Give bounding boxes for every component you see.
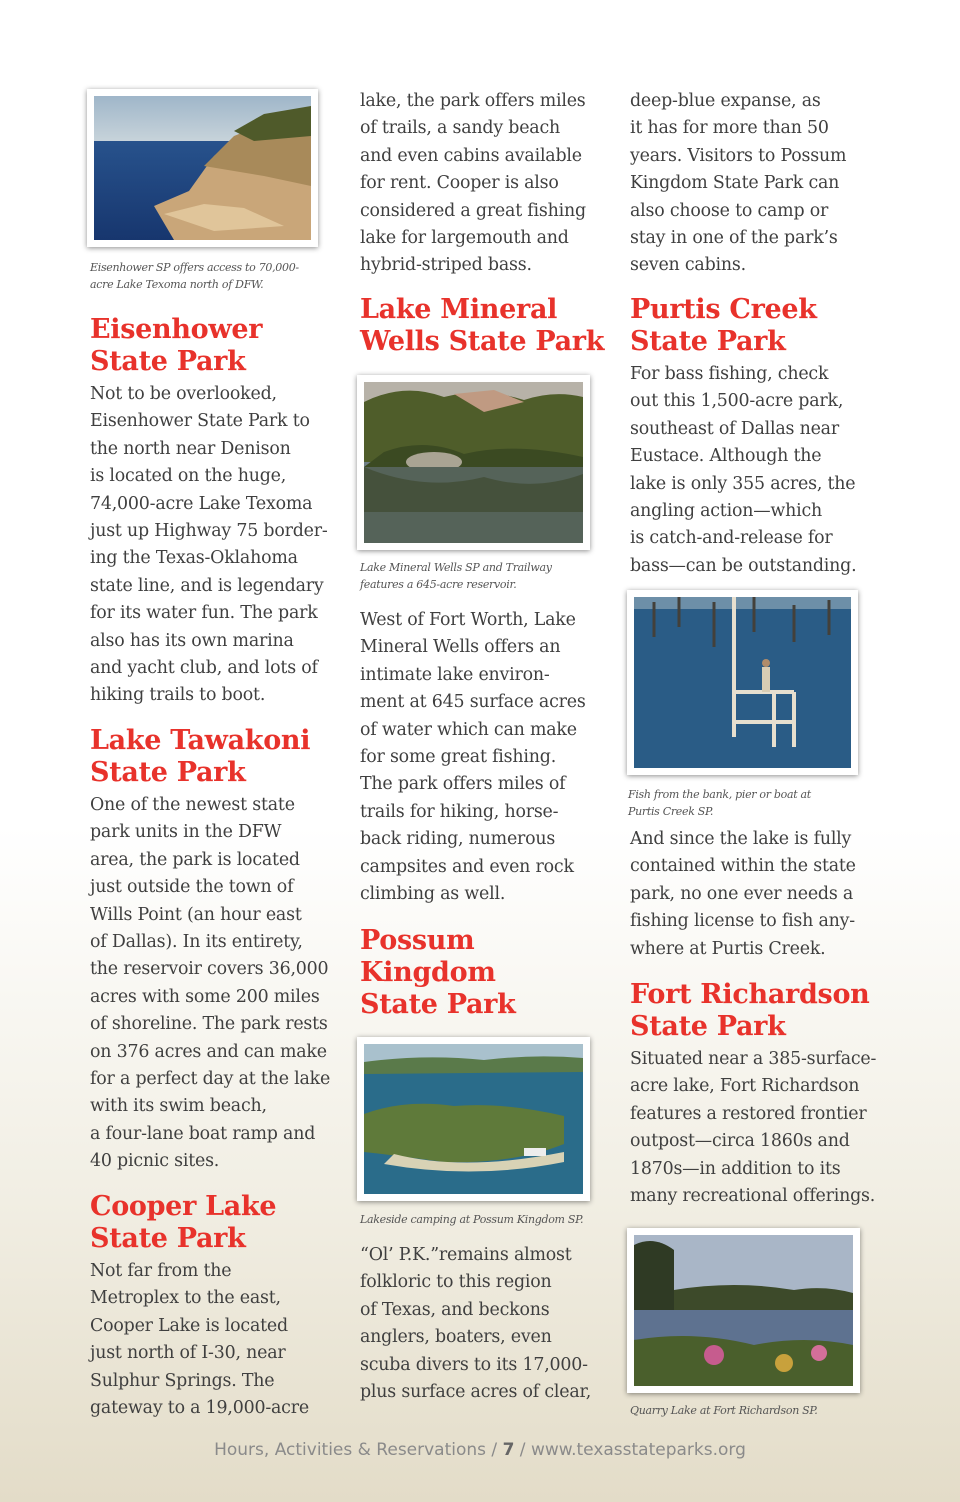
photo-possum-kingdom: [357, 1037, 590, 1201]
body-cooper-lake-continued: lake, the park offers miles of trails, a sandy beach and even cabins available for rent. Cooper is also considered a great fishing lake for largemouth and hybrid-striped bass.: [360, 91, 586, 276]
page-number: 7: [502, 1440, 515, 1460]
heading-eisenhower-state-park: Eisenhower State Park: [90, 314, 263, 377]
footer-left-text: Hours, Activities & Reservations /: [214, 1440, 503, 1460]
caption-purtis-creek: Fish from the bank, pier or boat at Purtis Creek SP.: [628, 788, 811, 818]
heading-lake-tawakoni-state-park: Lake Tawakoni State Park: [90, 725, 311, 788]
heading-possum-kingdom-state-park: Possum Kingdom State Park: [360, 925, 516, 1020]
caption-quarry-lake: Quarry Lake at Fort Richardson SP.: [630, 1404, 818, 1417]
page-footer: [0, 1440, 960, 1460]
body-lake-mineral-wells: West of Fort Worth, Lake Mineral Wells offers an intimate lake environ- ment at 645 surface acres of water which can make for some great fishing. The park offers miles of trails for hiking, horse- back riding, numerous campsites and even rock climbing as well.: [360, 610, 586, 905]
heading-lake-mineral-wells-state-park: Lake Mineral Wells State Park: [360, 294, 605, 357]
body-possum-kingdom-continued: deep-blue expanse, as it has for more than 50 years. Visitors to Possum Kingdom State Park can also choose to camp or stay in one of the park’s seven cabins.: [630, 91, 847, 276]
caption-eisenhower: Eisenhower SP offers access to 70,000- acre Lake Texoma north of DFW.: [90, 261, 299, 291]
heading-purtis-creek-state-park: Purtis Creek State Park: [630, 294, 817, 357]
photo-quarry-lake: [627, 1228, 860, 1393]
heading-fort-richardson-state-park: Fort Richardson State Park: [630, 979, 870, 1042]
footer-website[interactable]: / www.texasstateparks.org: [514, 1440, 746, 1460]
caption-possum-kingdom: Lakeside camping at Possum Kingdom SP.: [360, 1213, 584, 1226]
body-eisenhower: Not to be overlooked, Eisenhower State Park to the north near Denison is located on the huge, 74,000-acre Lake Texoma just up Highway 75 border- ing the Texas-Oklahoma state line, and is legendary for its water fun. The park also has its own marina and yacht club, and lots of hiking trails to boot.: [90, 384, 328, 706]
body-purtis-creek: For bass fishing, check out this 1,500-acre park, southeast of Dallas near Eustace. Although the lake is only 355 acres, the angling action—which is catch-and-release for bass—can be outstanding.: [630, 364, 857, 576]
caption-lake-mineral-wells: Lake Mineral Wells SP and Trailway features a 645-acre reservoir.: [360, 561, 552, 591]
body-lake-tawakoni: One of the newest state park units in the DFW area, the park is located just outside the town of Wills Point (an hour east of Dallas). In its entirety, the reservoir covers 36,000 acres with some 200 miles of shoreline. The park rests on 376 acres and can make for a perfect day at the lake with its swim beach, a four-lane boat ramp and 40 picnic sites.: [90, 795, 331, 1172]
body-fort-richardson: Situated near a 385-surface- acre lake, Fort Richardson features a restored frontier outpost—circa 1860s and 1870s—in addition to its many recreational offerings.: [630, 1049, 877, 1207]
heading-cooper-lake-state-park: Cooper Lake State Park: [90, 1191, 277, 1254]
body-purtis-creek-license: And since the lake is fully contained within the state park, no one ever needs a fishing license to fish any- where at Purtis Creek.: [630, 829, 856, 959]
body-cooper-lake: Not far from the Metroplex to the east, Cooper Lake is located just north of I-30, near Sulphur Springs. The gateway to a 19,000-acre: [90, 1261, 309, 1419]
body-possum-kingdom: “Ol’ P.K.”remains almost folkloric to this region of Texas, and beckons anglers, boaters, even scuba divers to its 17,000- plus surface acres of clear,: [360, 1245, 592, 1403]
photo-purtis-creek-pier: [627, 590, 858, 775]
photo-eisenhower-lake-texoma: [87, 89, 318, 247]
photo-lake-mineral-wells: [357, 375, 590, 550]
